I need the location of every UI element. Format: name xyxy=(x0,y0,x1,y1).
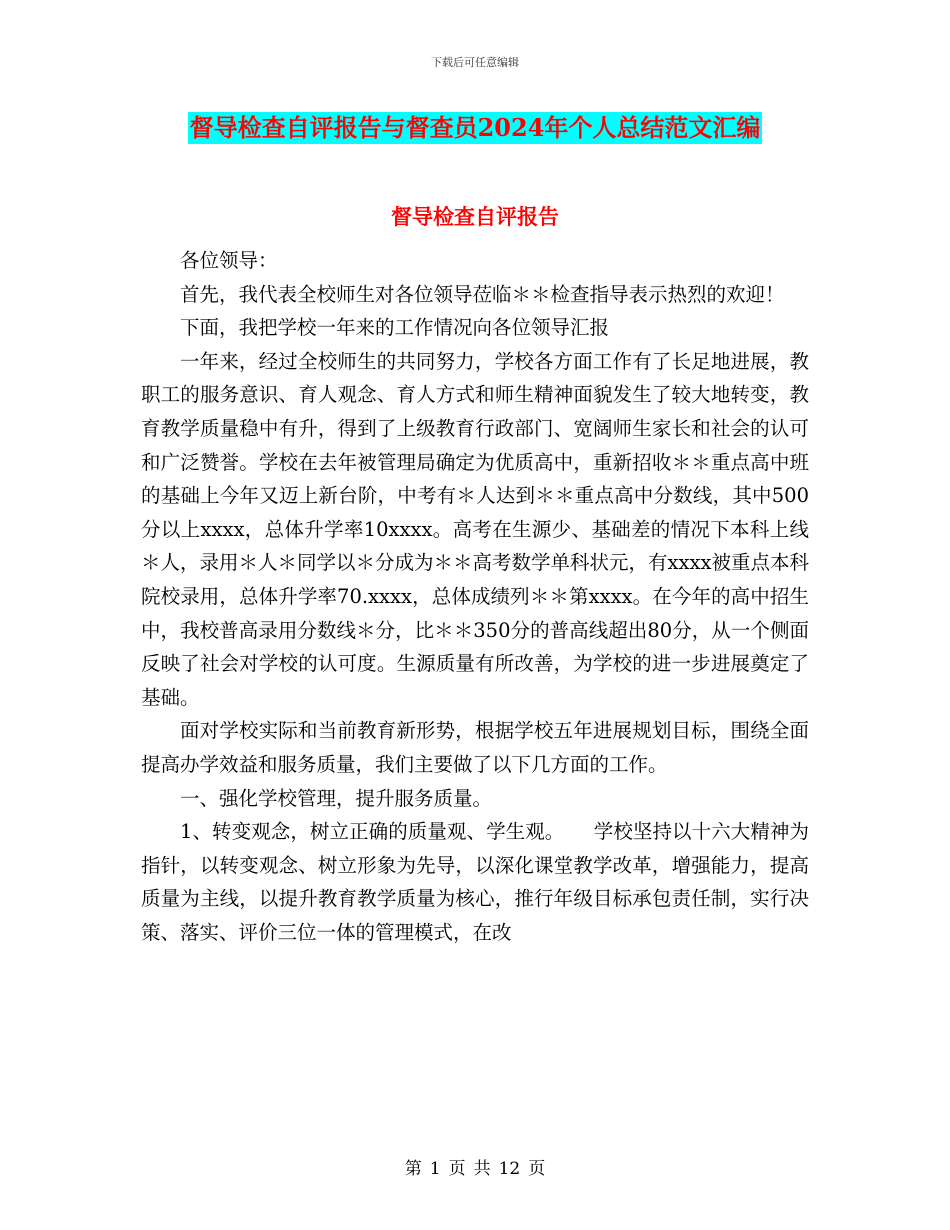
body-paragraph: 一年来，经过全校师生的共同努力，学校各方面工作有了长足地进展，教职工的服务意识、育人观念、育人方式和师生精神面貌发生了较大地转变，教育教学质量稳中有升，得到了上级教育行政部门、宽阔师生家长和社会的认可和广泛赞誉。学校在去年被管理局确定为优质高中，重新招收＊＊重点高中班的基础上今年又迈上新台阶，中考有＊人达到＊＊重点高中分数线，其中500分以上xxxx，总体升学率10xxxx。高考在生源少、基础差的情况下本科上线＊人，录用＊人＊同学以＊分成为＊＊高考数学单科状元，有xxxx被重点本科院校录用，总体升学率70.xxxx，总体成绩列＊＊第xxxx。在今年的高中招生中，我校普高录用分数线＊分，比＊＊350分的普高线超出80分，从一个侧面反映了社会对学校的认可度。生源质量有所改善，为学校的进一步进展奠定了基础。 xyxy=(141,349,809,709)
footer-page-label: 第 xyxy=(404,1159,422,1179)
footer-total-pages: 12 xyxy=(498,1159,521,1179)
header-note: 下载后可任意编辑 xyxy=(431,56,519,69)
footer-page-number: 1 xyxy=(429,1159,441,1179)
body-paragraph: 1、转变观念，树立正确的质量观、学生观。 学校坚持以十六大精神为指针，以转变观念、树立形象为先导，以深化课堂教学改革，增强能力，提高质量为主线，以提升教育教学质量为核心，推行年级目标承包责任制，实行决策、落实、评价三位一体的管理模式，在改 xyxy=(141,820,809,944)
heading-paragraph: 一、强化学校管理，提升服务质量。 xyxy=(180,786,493,810)
body-paragraph: 面对学校实际和当前教育新形势，根据学校五年进展规划目标，围绕全面提高办学效益和服务质量，我们主要做了以下几方面的工作。 xyxy=(141,719,809,776)
footer-page-unit: 页 xyxy=(448,1159,466,1179)
body-paragraph: 首先，我代表全校师生对各位领导莅临＊＊检查指导表示热烈的欢迎！ xyxy=(180,282,785,306)
document-title xyxy=(0,112,950,144)
footer-total-label: 共 xyxy=(473,1159,491,1179)
body-paragraph: 下面，我把学校一年来的工作情况向各位领导汇报 xyxy=(180,316,610,340)
page-footer xyxy=(0,1154,950,1179)
section-title: 督导检查自评报告 xyxy=(391,204,559,229)
footer-total-unit: 页 xyxy=(528,1159,546,1179)
document-title-text: 督导检查自评报告与督查员2024年个人总结范文汇编 xyxy=(189,113,761,142)
salutation-paragraph: 各位领导： xyxy=(180,249,278,272)
document-body xyxy=(141,222,809,949)
